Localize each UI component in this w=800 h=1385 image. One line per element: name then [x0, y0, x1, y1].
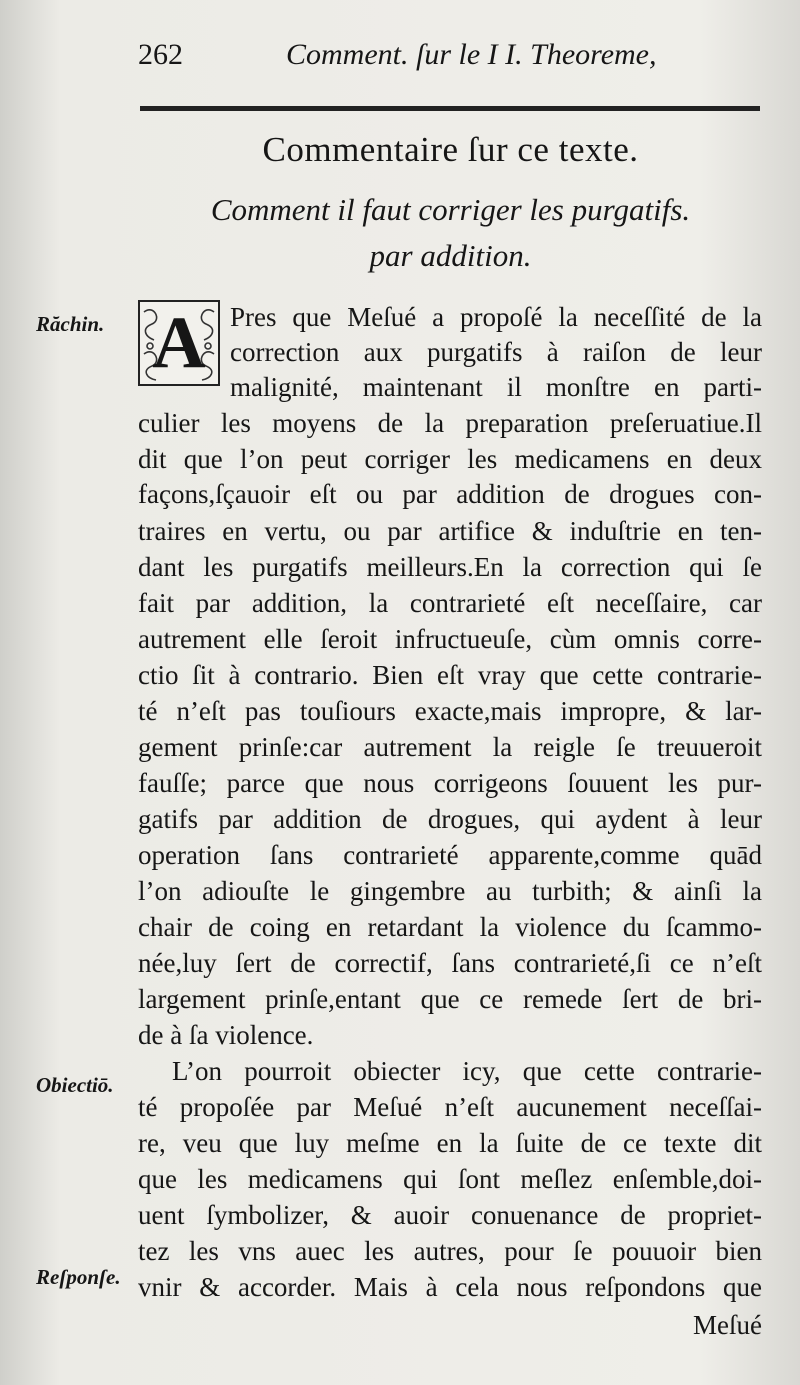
- catchword: Meſué: [693, 1310, 762, 1340]
- margin-note-response: Reſponſe.: [36, 1265, 121, 1289]
- text-line: té propoſée par Meſué n’eſt aucunement neceſſai-: [138, 1092, 762, 1122]
- text-line: traires en vertu, ou par artifice & induſtrie en ten-: [138, 516, 762, 546]
- text-line: de à ſa violence.: [138, 1020, 314, 1050]
- text-line: malignité, maintenant il monſtre en parti-: [230, 372, 762, 402]
- text-line: dant les purgatifs meilleurs.En la correction qui ſe: [138, 552, 762, 582]
- text-line: ctio ſit à contrario. Bien eſt vray que cette contrarie-: [138, 660, 762, 690]
- page-number: 262: [138, 38, 183, 71]
- text-line: gatifs par addition de drogues, qui aydent à leur: [138, 804, 762, 834]
- text-line: re, veu que luy meſme en la ſuite de ce texte dit: [138, 1128, 762, 1158]
- running-head: [138, 38, 763, 82]
- text-line: tez les vns auec les autres, pour ſe pouuoir bien: [138, 1236, 762, 1266]
- text-line: Pres que Meſué a propoſé la neceſſité de la: [230, 302, 762, 332]
- text-line: fauſſe; parce que nous corrigeons ſouuent les pur-: [138, 768, 762, 798]
- subtitle-line: Comment il faut corriger les purgatifs.: [210, 192, 691, 227]
- text-line: L’on pourroit obiecter icy, que cette contrarie-: [172, 1056, 762, 1086]
- text-line: née,luy ſert de correctif, ſans contrarieté,ſi ce n’eſt: [138, 948, 762, 978]
- text-line: té n’eſt pas touſiours exacte,mais impropre, & lar-: [138, 696, 762, 726]
- margin-note-rachin: Răchin.: [36, 312, 105, 336]
- text-line: uent ſymbolizer, & auoir conuenance de propriet-: [138, 1200, 762, 1230]
- text-line: gement prinſe:car autrement la reigle ſe treuueroit: [138, 732, 762, 762]
- text-line: culier les moyens de la preparation preſeruatiue.Il: [138, 408, 762, 438]
- text-line: façons,ſçauoir eſt ou par addition de drogues con-: [138, 479, 762, 509]
- text-line: vnir & accorder. Mais à cela nous reſpondons que: [138, 1272, 762, 1302]
- text-line: que les medicamens qui ſont meſlez enſemble,doi-: [138, 1164, 762, 1194]
- drop-cap-initial: [138, 300, 220, 386]
- running-title: Comment. ſur le I I. Theoreme,: [286, 38, 657, 71]
- text-line: l’on adiouſte le gingembre au turbith; & ainſi la: [138, 876, 762, 906]
- text-line: chair de coing en retardant la violence du ſcammo-: [138, 912, 762, 942]
- drop-cap-letter: A: [152, 302, 206, 384]
- subtitle-line: par addition.: [369, 238, 532, 273]
- text-line: dit que l’on peut corriger les medicamens en deux: [138, 444, 762, 474]
- text-line: largement prinſe,entant que ce remede ſert de bri-: [138, 984, 762, 1014]
- text-line: fait par addition, la contrarieté eſt neceſſaire, car: [138, 588, 762, 618]
- section-title: Commentaire ſur ce texte.: [262, 130, 639, 169]
- header-rule: [140, 106, 760, 111]
- text-line: correction aux purgatifs à raiſon de leur: [230, 337, 762, 367]
- text-line: autrement elle ſeroit infructueuſe, cùm omnis corre-: [138, 624, 762, 654]
- margin-note-objection: Obiectiō.: [36, 1073, 114, 1097]
- text-line: operation ſans contrarieté apparente,comme quād: [138, 840, 762, 870]
